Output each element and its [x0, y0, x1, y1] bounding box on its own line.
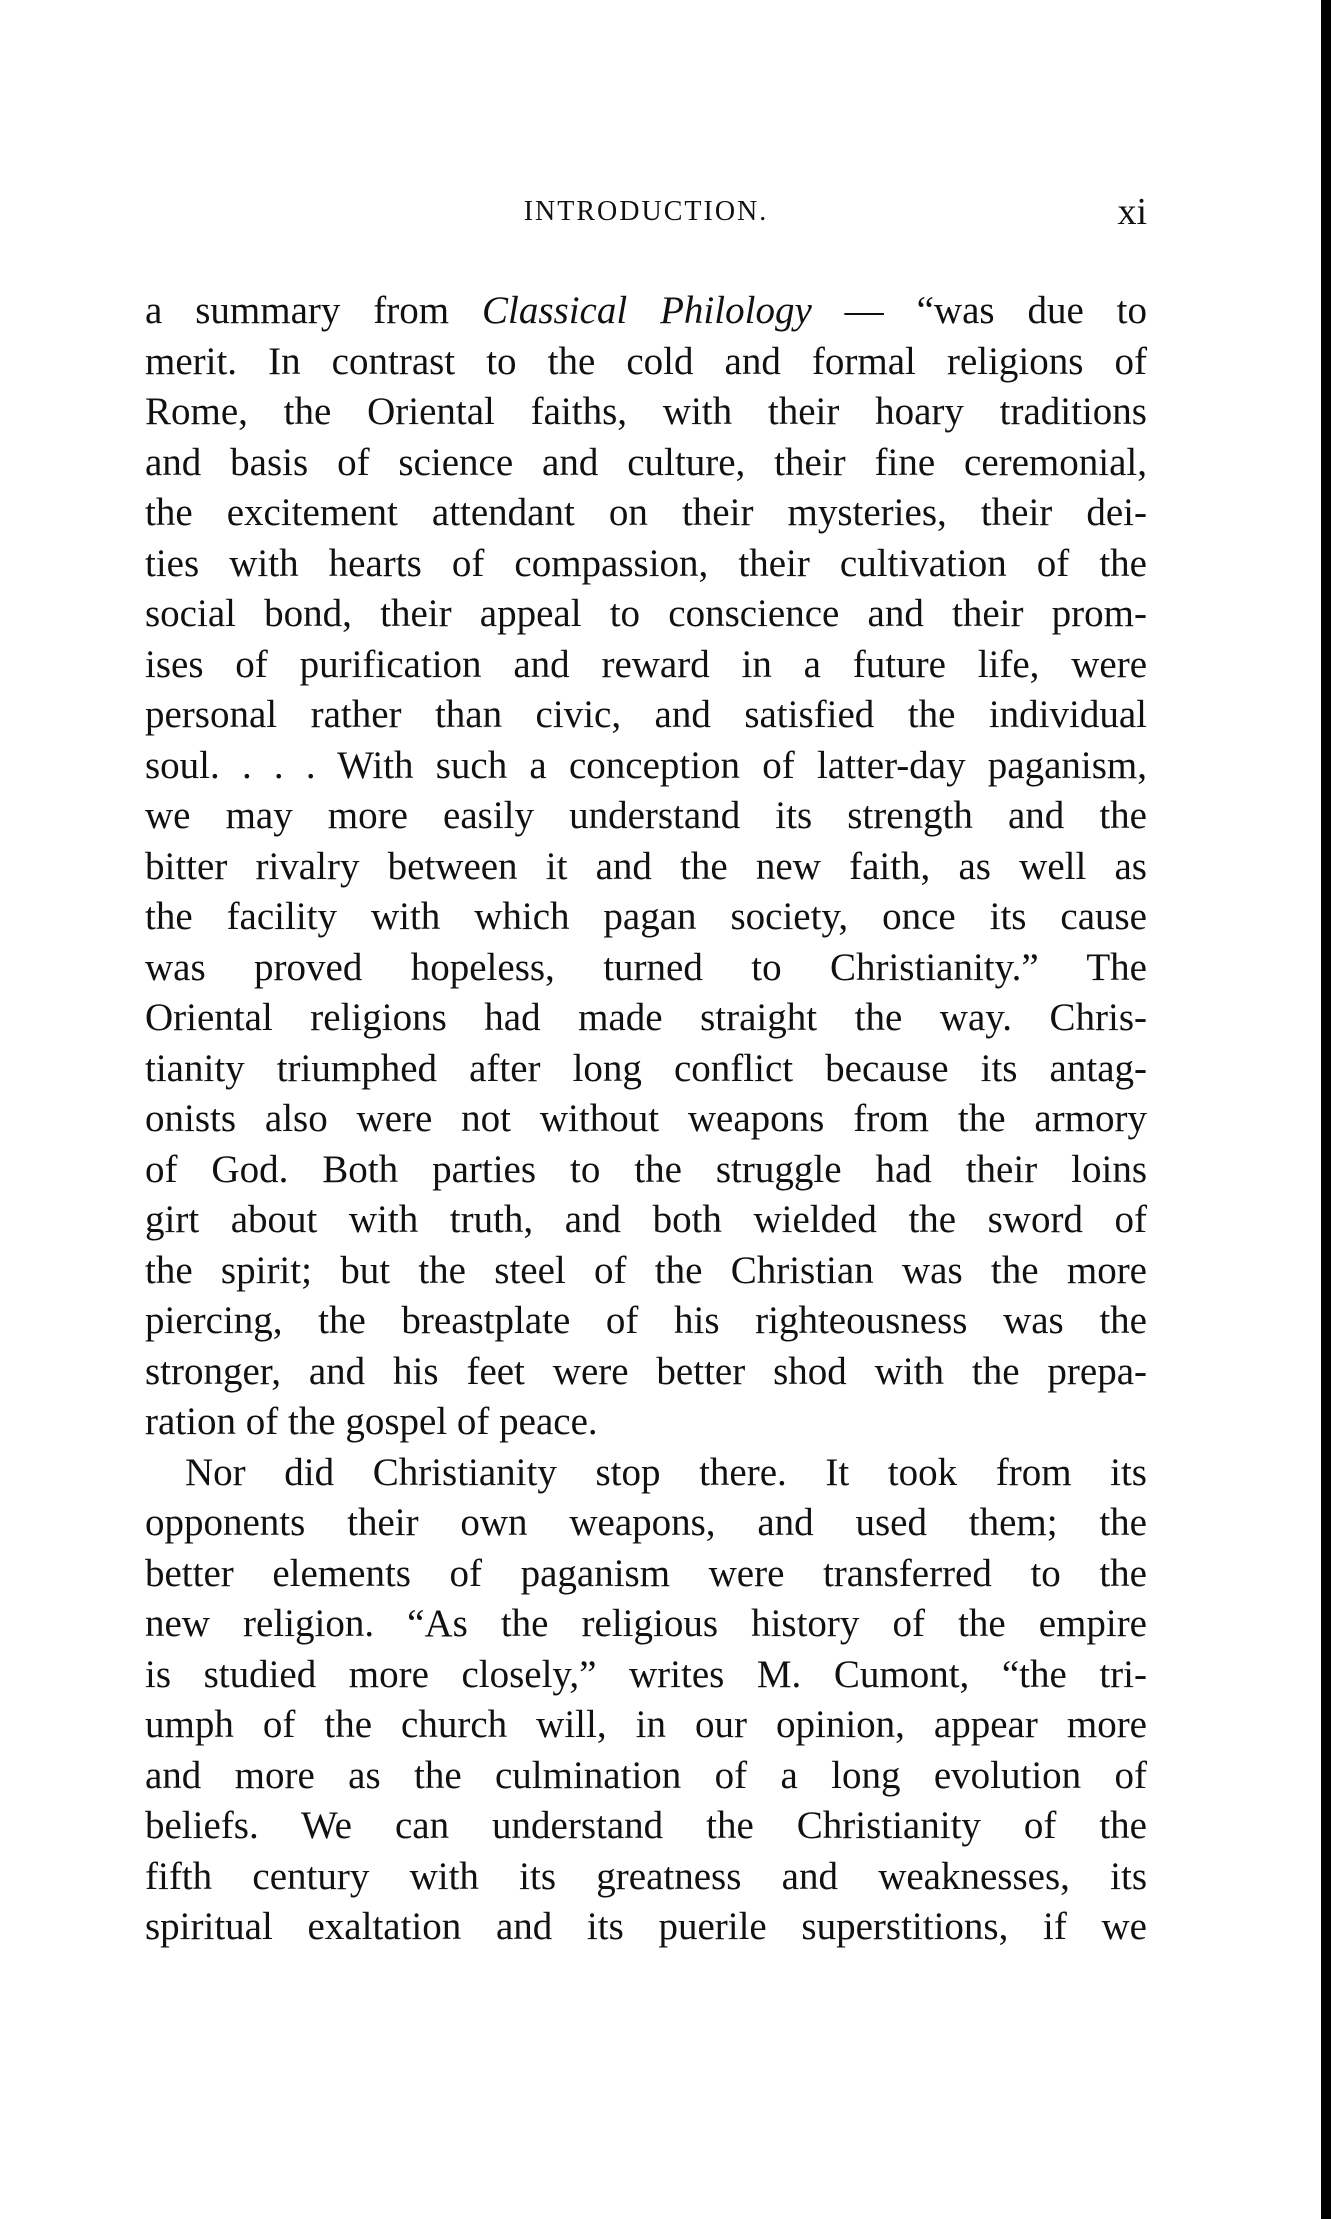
text-segment: a summary from: [145, 289, 483, 332]
text-line: spiritual exaltation and its puerile superstitions, if we: [145, 1905, 1147, 1948]
body-text: [145, 286, 1147, 1953]
text-line: stronger, and his feet were better shod with the prepa-: [145, 1349, 1147, 1393]
running-title: INTRODUCTION.: [523, 196, 769, 227]
text-line: social bond, their appeal to conscience and their prom-: [145, 592, 1147, 635]
italic-title: Classical Philology: [482, 289, 812, 332]
text-line: of God. Both parties to the struggle had their loins: [145, 1147, 1147, 1191]
text-line: tianity triumphed after long conflict because its antag-: [145, 1046, 1147, 1090]
text-line: opponents their own weapons, and used them; the: [145, 1501, 1147, 1544]
text-line: Rome, the Oriental faiths, with their hoary traditions: [145, 390, 1147, 433]
text-line: Oriental religions had made straight the way. Chris-: [145, 996, 1147, 1039]
text-line: umph of the church will, in our opinion, appear more: [145, 1703, 1147, 1746]
text-line: personal rather than civic, and satisfied the individual: [145, 693, 1147, 736]
text-line: and more as the culmination of a long evolution of: [145, 1753, 1147, 1797]
text-segment: — “was due to: [811, 289, 1148, 332]
text-line: soul. . . . With such a conception of latter-day paganism,: [145, 743, 1147, 787]
text-line: piercing, the breastplate of his righteousness was the: [145, 1299, 1147, 1342]
text-line: the facility with which pagan society, once its cause: [145, 895, 1147, 938]
text-line: was proved hopeless, turned to Christianity.” The: [145, 945, 1147, 989]
text-line: beliefs. We can understand the Christianity of the: [145, 1804, 1147, 1847]
text-line: is studied more closely,” writes M. Cumont, “the tri-: [145, 1652, 1147, 1696]
scan-edge: [1321, 0, 1331, 2219]
text-line: ties with hearts of compassion, their cultivation of the: [145, 541, 1147, 585]
text-line: better elements of paganism were transferred to the: [145, 1551, 1147, 1595]
text-line: and basis of science and culture, their fine ceremonial,: [145, 440, 1147, 484]
text-line: girt about with truth, and both wielded the sword of: [145, 1198, 1147, 1241]
text-line: we may more easily understand its strength and the: [145, 794, 1147, 837]
text-line: fifth century with its greatness and weaknesses, its: [145, 1854, 1147, 1898]
text-line: the excitement attendant on their mysteries, their dei-: [145, 491, 1147, 534]
text-line: bitter rivalry between it and the new faith, as well as: [145, 844, 1147, 888]
text-line: Nor did Christianity stop there. It took from its: [185, 1450, 1147, 1494]
text-line: merit. In contrast to the cold and formal religions of: [145, 339, 1147, 383]
text-line: [145, 286, 1147, 337]
text-line: onists also were not without weapons from the armory: [145, 1097, 1147, 1140]
text-line: new religion. “As the religious history of the empire: [145, 1602, 1147, 1645]
text-line: the spirit; but the steel of the Christian was the more: [145, 1248, 1147, 1292]
running-head: [145, 191, 1147, 244]
text-line: ration of the gospel of peace.: [145, 1400, 598, 1443]
text-line: ises of purification and reward in a future life, were: [145, 642, 1147, 686]
page-number: xi: [1117, 191, 1147, 233]
